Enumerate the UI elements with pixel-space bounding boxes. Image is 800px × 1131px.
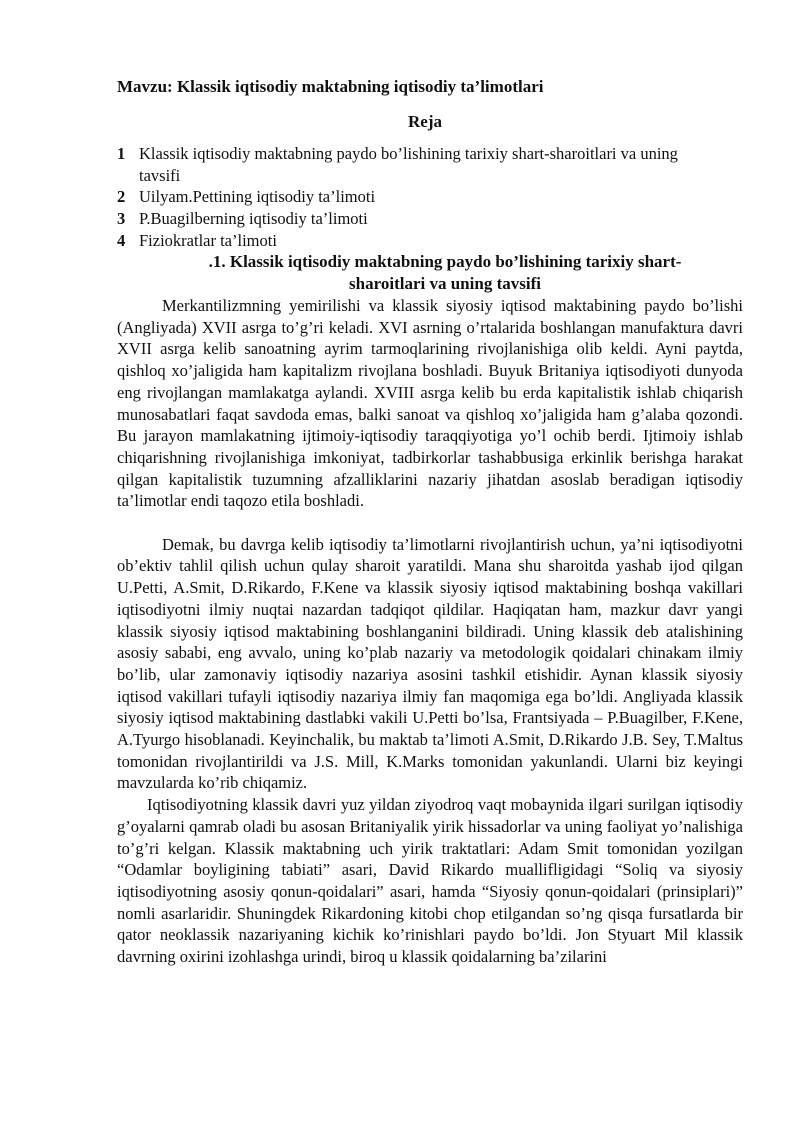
plan-item [117,143,717,186]
plan-heading: Reja [408,112,442,131]
plan-list [117,143,717,252]
body-text [117,295,743,968]
plan-item-text: Uilyam.Pettining iqtisodiy ta’limoti [139,187,376,207]
plan-item-text: P.Buagilberning iqtisodiy ta’limoti [139,209,368,229]
plan-item-text: Klassik iqtisodiy maktabning paydo bo’lishining tarixiy shart-sharoitlari va uning tavsifi [139,144,678,185]
section-heading: .1. Klassik iqtisodiy maktabning paydo bo’lishining tarixiy shart-sharoitlari va uning tavsifi [208,252,682,293]
paragraph: Merkantilizmning yemirilishi va klassik siyosiy iqtisod maktabining paydo bo’lishi (Angliyada) XVII asrga to’g’ri keladi. XVI asrning o’rtalarida boshlangan manufaktura davri XVII asrga kelib sanoatning ayrim tarmoqlarining rivojlanishiga olib keldi. Ayni paytda, qishloq xo’jaligida ham kapitalizm rivojlana boshladi. Buyuk Britaniya iqtisodiyoti dunyoda eng rivojlangan mamlakatga aylandi. XVIII asrga kelib bu erda kapitalistik ishlab chiqarish munosabatlari faqat savdoda emas, balki sanoat va qishloq xo’jaligida ham g’alaba qozondi. Bu jarayon mamlakatning ijtimoiy-iqtisodiy taraqqiyotiga yo’l ochib berdi. Ijtimoiy ishlab chiqarishning rivojlanishiga imkoniyat, tadbirkorlar tashabbusiga erkinlik berishga harakat qilgan kapitalistik tuzumning afzalliklarini nazariy jihatdan asoslab beradigan iqtisodiy ta’limotlar endi taqozo etila boshladi. [117,296,743,511]
document-title: Mavzu: Klassik iqtisodiy maktabning iqtisodiy ta’limotlari [117,77,544,96]
paragraph: Iqtisodiyotning klassik davri yuz yildan ziyodroq vaqt mobaynida ilgari surilgan iqtisodiy g’oyalarni qamrab oladi bu asosan Britaniyalik yirik hissadorlar va uning faoliyat yo’nalishiga to’g’ri kelgan. Klassik maktabning uch yirik traktatlari: Adam Smit tomonidan yozilgan “Odamlar boyligining tabiati” asari, David Rikardo muallifligidagi “Soliq va siyosiy iqtisodiyotning asosiy qonun-qoidalari” asari, hamda “Siyosiy qonun-qoidalari (prinsiplari)” nomli asarlaridir. Shuningdek Rikardoning kitobi chop etilgandan so’ng qisqa fursatlarda bir qator neoklassik nazariyaning kichik ko’rinishlari paydo bo’ldi. Jon Styuart Mil klassik davrning oxirini izohlashga urindi, biroq u klassik qoidalarning ba’zilarini [117,795,743,967]
plan-item [117,208,717,230]
plan-item-number: 1 [117,144,126,163]
plan-item [117,230,717,252]
paragraph: Demak, bu davrga kelib iqtisodiy ta’limotlarni rivojlantirish uchun, ya’ni iqtisodiyotni ob’ektiv tahlil qilish uchun qulay sharoit yaratildi. Mana shu sharoitda yashab ijod qilgan U.Petti, A.Smit, D.Rikardo, F.Kene va klassik siyosiy iqtisod maktabining boshqa vakillari iqtisodiyotni ilmiy nuqtai nazardan tadqiqot qildilar. Haqiqatan ham, mazkur davr yangi klassik siyosiy iqtisod maktabining boshlanganini bildiradi. Uning klassik deb atalishining asosiy sababi, eng avvalo, uning ko’plab nazariy va metodologik qoidalari chinakam ilmiy bo’lib, ular zamonaviy iqtisodiy nazariya asosini tashkil etishidir. Aynan klassik siyosiy iqtisod vakillari tufayli iqtisodiy nazariya ilmiy fan maqomiga ega bo’ldi. Angliyada klassik siyosiy iqtisod maktabining dastlabki vakili U.Petti bo’lsa, Frantsiyada – P.Buagilber, F.Kene, A.Tyurgo hisoblanadi. Keyinchalik, bu maktab ta’limoti A.Smit, D.Rikardo J.B. Sey, T.Maltus tomonidan rivojlantirildi va J.S. Mill, K.Marks tomonidan yakunlandi. Ularni biz keyingi mavzularda ko’rib chiqamiz. [117,534,743,793]
plan-item-number: 4 [117,230,126,250]
plan-item-number: 3 [117,209,126,229]
plan-item [117,186,717,208]
plan-item-text: Fiziokratlar ta’limoti [139,230,277,250]
plan-item-number: 2 [117,187,126,207]
